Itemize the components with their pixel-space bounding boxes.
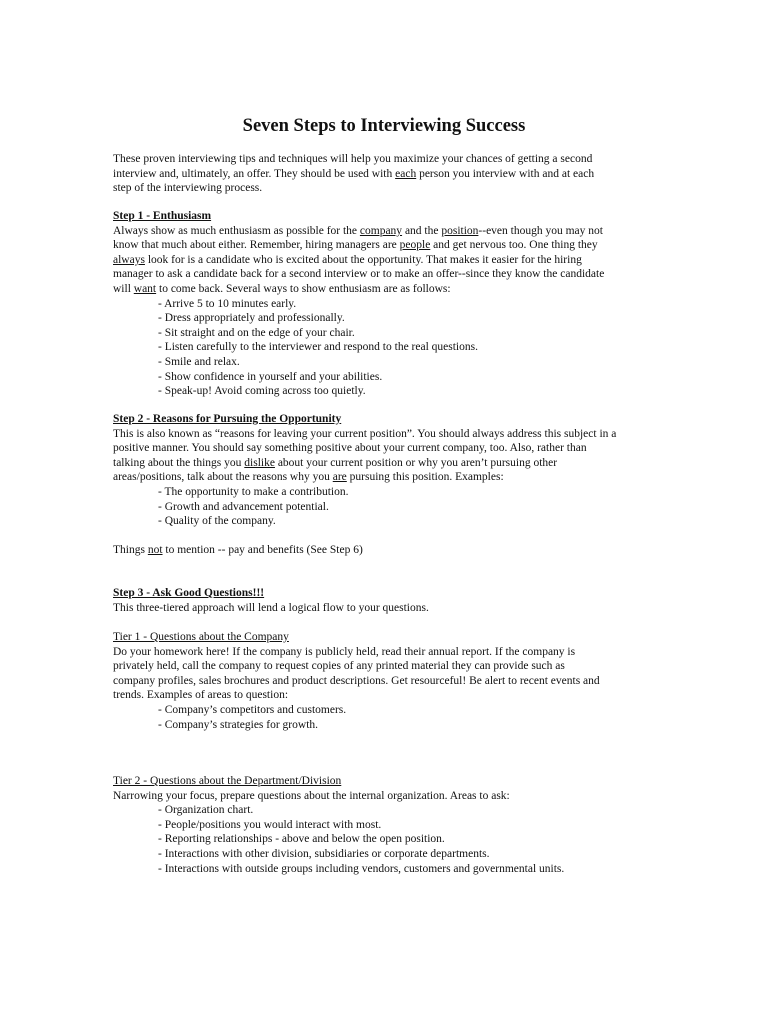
step-2-note: Things not to mention -- pay and benefits (See Step 6) <box>113 544 363 557</box>
list-item: - Growth and advancement potential. <box>158 500 329 513</box>
tier-1-heading: Tier 1 - Questions about the Company <box>113 631 289 643</box>
tier-1-line-3: company profiles, sales brochures and product descriptions. Get resourceful! Be alert to recent events and <box>113 674 600 687</box>
step-1-line-1: Always show as much enthusiasm as possible for the company and the position--even though you may not <box>113 224 603 237</box>
intro-line-2: interview and, ultimately, an offer. They should be used with each person you interview with and at each <box>113 167 595 180</box>
list-item: - Sit straight and on the edge of your chair. <box>158 326 355 339</box>
step-3-heading: Step 3 - Ask Good Questions!!! <box>113 587 265 599</box>
list-item: - Reporting relationships - above and below the open position. <box>158 833 445 846</box>
intro-line-1: These proven interviewing tips and techniques will help you maximize your chances of getting a second <box>113 153 593 165</box>
tier-1-line-1: Do your homework here! If the company is publicly held, read their annual report. If the company is <box>113 645 576 658</box>
tier-2-heading: Tier 2 - Questions about the Department/Division <box>113 775 342 787</box>
step-3-section <box>113 586 673 615</box>
list-item: - Smile and relax. <box>158 355 240 368</box>
step-1-line-5: will want to come back. Several ways to show enthusiasm are as follows: <box>113 282 451 295</box>
emphasis-each: each <box>395 167 417 180</box>
tier-2-section <box>113 774 673 876</box>
intro-line-3: step of the interviewing process. <box>113 182 263 195</box>
list-item: - Organization chart. <box>158 804 254 817</box>
list-item: - The opportunity to make a contribution. <box>158 485 349 498</box>
step-1-heading: Step 1 - Enthusiasm <box>113 210 212 222</box>
step-2-line-4: areas/positions, talk about the reasons why you are pursuing this position. Examples: <box>113 471 504 484</box>
step-2-line-3: talking about the things you dislike about your current position or why you aren’t pursuing other <box>113 456 558 469</box>
step-1-line-3: always look for is a candidate who is excited about the opportunity. That makes it easier for the hiring <box>113 253 582 266</box>
list-item: - Listen carefully to the interviewer and respond to the real questions. <box>158 341 478 354</box>
list-item: - Show confidence in yourself and your abilities. <box>158 370 383 383</box>
list-item: - Dress appropriately and professionally. <box>158 312 345 325</box>
list-item: - Interactions with outside groups including vendors, customers and governmental units. <box>158 862 565 875</box>
list-item: - People/positions you would interact with most. <box>158 818 382 831</box>
tier-2-list <box>158 803 673 876</box>
document-title: Seven Steps to Interviewing Success <box>242 116 526 136</box>
examples-list <box>158 485 673 529</box>
list-item: - Company’s strategies for growth. <box>158 718 319 731</box>
tier-1-line-2: privately held, call the company to request copies of any printed material they can provide such as <box>113 660 565 673</box>
step-2-line-1: This is also known as “reasons for leaving your current position”. You should always address this subject in a <box>113 427 617 440</box>
step-2-line-2: positive manner. You should say something positive about your current company, too. Also, rather than <box>113 442 587 455</box>
step-1-line-2: know that much about either. Remember, hiring managers are people and get nervous too. One thing they <box>113 239 598 252</box>
tier-1-section <box>113 630 673 732</box>
step-2-section <box>113 412 673 558</box>
tier-1-list <box>158 703 673 732</box>
list-item: - Speak-up! Avoid coming across too quietly. <box>158 385 366 398</box>
list-item: - Company’s competitors and customers. <box>158 703 347 716</box>
tier-1-line-4: trends. Examples of areas to question: <box>113 689 289 702</box>
tier-2-text: Narrowing your focus, prepare questions about the internal organization. Areas to ask: <box>113 789 510 802</box>
list-item: - Quality of the company. <box>158 515 276 528</box>
step-1-line-4: manager to ask a candidate back for a second interview or to make an offer--since they know the candidate <box>113 268 605 281</box>
enthusiasm-list <box>158 297 673 399</box>
list-item: - Interactions with other division, subsidiaries or corporate departments. <box>158 847 490 860</box>
step-1-section <box>113 209 673 399</box>
step-3-text: This three-tiered approach will lend a logical flow to your questions. <box>113 601 429 614</box>
list-item: - Arrive 5 to 10 minutes early. <box>158 297 297 310</box>
step-2-heading: Step 2 - Reasons for Pursuing the Opportunity <box>113 413 342 425</box>
intro-paragraph <box>113 152 673 196</box>
